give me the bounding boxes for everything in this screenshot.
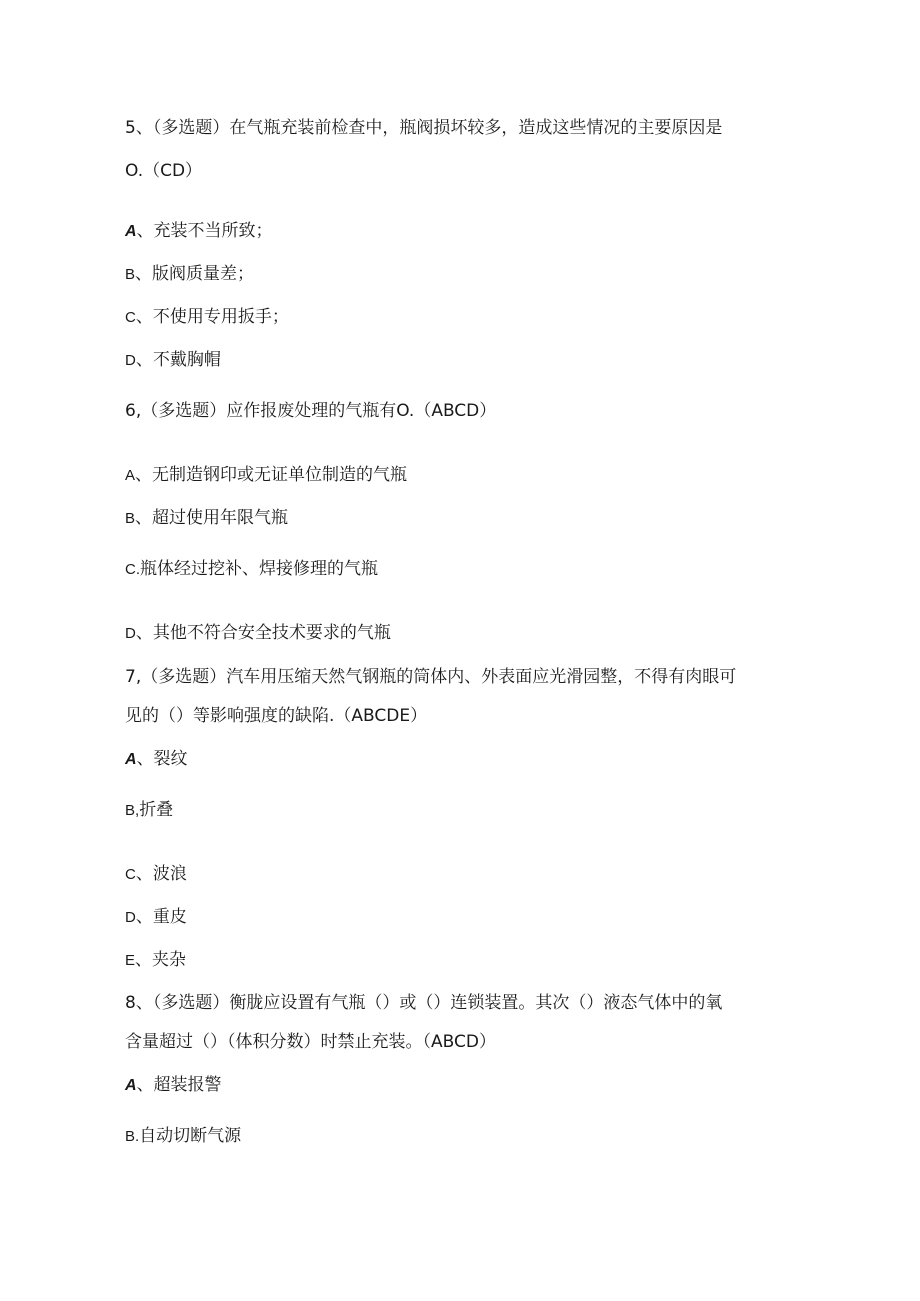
question-7-stem-line-1: 7,（多选题）汽车用压缩天然气钢瓶的筒体内、外表面应光滑园整，不得有肉眼可: [125, 667, 737, 687]
option-text: 、不戴胸帽: [135, 350, 221, 370]
question-5-option-a: [125, 220, 273, 243]
question-5-option-d: [125, 349, 221, 372]
option-text: 自动切断气源: [139, 1126, 242, 1146]
question-5-option-b: [125, 263, 254, 286]
question-5-option-c: [125, 306, 289, 329]
question-5-stem-line-2: O.（CD）: [125, 161, 203, 181]
option-text: 瓶体经过挖补、焊接修理的气瓶: [140, 559, 378, 579]
option-letter: B,: [125, 802, 140, 819]
question-8-stem-line-2: 含量超过（）（体积分数）时禁止充装。（ABCD）: [125, 1032, 496, 1052]
question-7-option-c: [125, 863, 187, 886]
option-letter: B: [125, 266, 136, 283]
option-text: 、夹杂: [135, 950, 187, 970]
option-text: 、波浪: [135, 864, 187, 884]
option-letter: D: [125, 625, 136, 642]
option-text: 、重皮: [135, 907, 187, 927]
option-letter: B: [125, 510, 136, 527]
option-text: 、充装不当所致；: [136, 221, 273, 241]
question-6-option-b: [125, 507, 288, 530]
option-letter: C: [125, 866, 136, 883]
question-8-stem-line-1: 8、（多选题）衡胧应设置有气瓶（）或（）连锁装置。其次（）液态气体中的氧: [125, 993, 723, 1013]
option-text: 、版阀质量差；: [135, 264, 255, 284]
question-6-option-a: [125, 464, 407, 487]
question-7-option-e: [125, 949, 186, 972]
option-letter: E: [125, 952, 136, 969]
question-6-option-d: [125, 622, 391, 645]
question-6-option-c: [125, 558, 378, 581]
option-text: 、其他不符合安全技术要求的气瓶: [135, 623, 391, 643]
question-5-stem-line-1: 5、（多选题）在气瓶充装前检查中，瓶阀损坏较多，造成这些情况的主要原因是: [125, 118, 723, 138]
option-letter: D: [125, 352, 136, 369]
option-text: 、无制造钢印或无证单位制造的气瓶: [135, 465, 408, 485]
option-letter: C: [125, 309, 136, 326]
question-6-stem: 6,（多选题）应作报废处理的气瓶有O.（ABCD）: [125, 401, 497, 421]
question-8-option-a: [125, 1074, 222, 1097]
question-7-option-a: [125, 748, 188, 771]
option-letter: C.: [125, 561, 140, 578]
option-text: 折叠: [139, 800, 174, 820]
option-letter: A: [125, 751, 137, 768]
question-7-option-d: [125, 906, 187, 929]
option-letter: A: [125, 1077, 137, 1094]
option-letter: A: [125, 467, 136, 484]
question-8-option-b: [125, 1125, 241, 1148]
option-text: 、超装报警: [136, 1075, 222, 1095]
question-7-stem-line-2: 见的（）等影响强度的缺陷.（ABCDE）: [125, 706, 428, 726]
option-text: 、超过使用年限气瓶: [135, 508, 289, 528]
option-letter: D: [125, 909, 136, 926]
option-text: 、不使用专用扳手；: [135, 307, 289, 327]
option-letter: A: [125, 223, 137, 240]
option-text: 、裂纹: [136, 749, 188, 769]
option-letter: B.: [125, 1128, 140, 1145]
question-7-option-b: [125, 799, 173, 822]
